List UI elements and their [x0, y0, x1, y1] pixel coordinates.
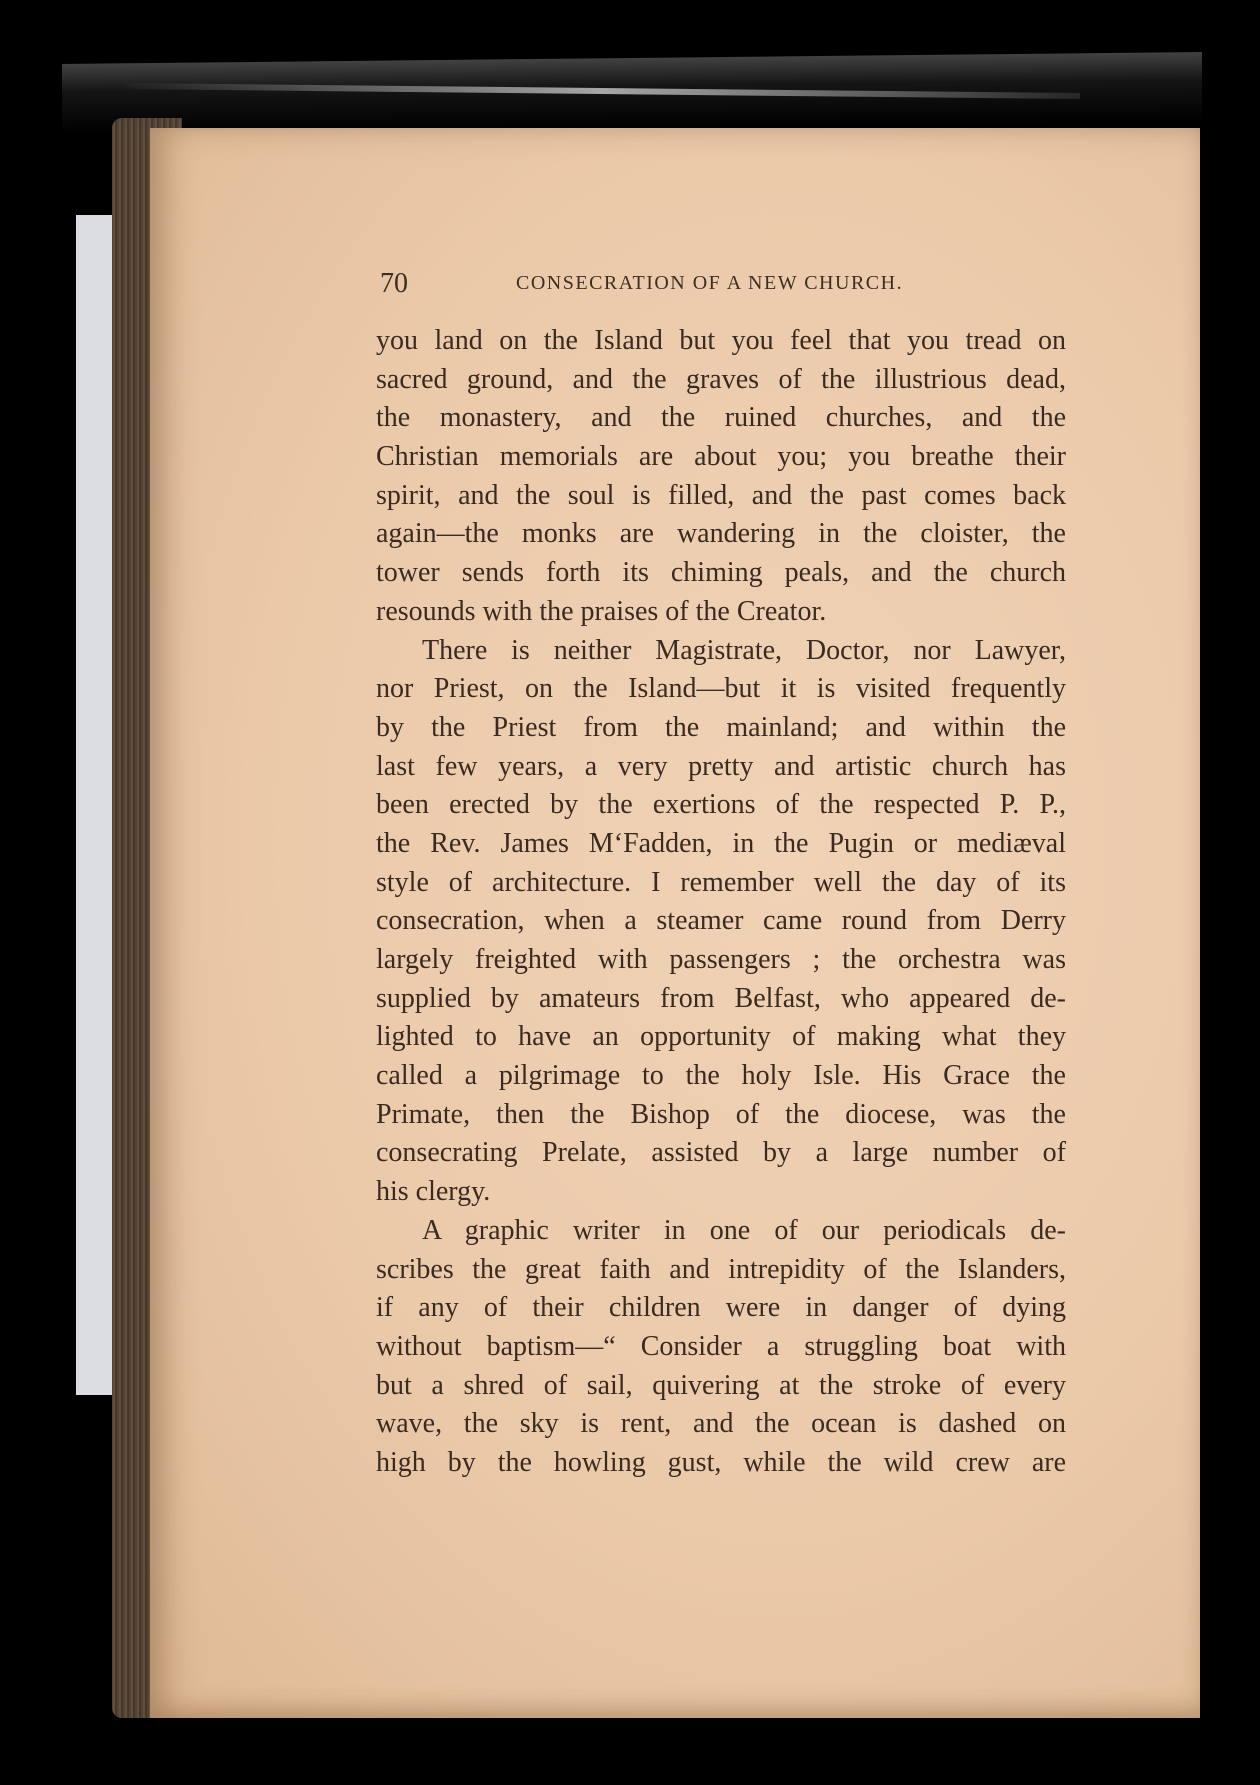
text-line: but a shred of sail, quivering at the stroke of every	[376, 1369, 1066, 1401]
text-line: supplied by amateurs from Belfast, who appeared de-	[376, 982, 1066, 1014]
text-line: consecrating Prelate, assisted by a large number of	[376, 1137, 1066, 1169]
text-line: if any of their children were in danger of dying	[376, 1292, 1066, 1324]
text-line: his clergy.	[376, 1176, 491, 1208]
text-line: the Rev. James M‘Fadden, in the Pugin or mediæval	[376, 827, 1066, 859]
text-line: high by the howling gust, while the wild crew are	[376, 1446, 1066, 1478]
running-head: CONSECRATION OF A NEW CHURCH.	[516, 272, 904, 294]
text-line: you land on the Island but you feel that you tread on	[376, 325, 1066, 356]
text-line: nor Priest, on the Island—but it is visited frequently	[376, 673, 1066, 705]
text-line: tower sends forth its chiming peals, and the church	[376, 557, 1066, 589]
text-line: largely freighted with passengers ; the orchestra was	[376, 944, 1066, 975]
text-line: lighted to have an opportunity of making what they	[376, 1021, 1066, 1053]
text-line: by the Priest from the mainland; and within the	[376, 711, 1066, 743]
page-number: 70	[380, 268, 408, 299]
text-line: called a pilgrimage to the holy Isle. His Grace the	[376, 1060, 1066, 1092]
text-line: consecration, when a steamer came round from Derry	[376, 905, 1066, 937]
text-line: without baptism—“ Consider a struggling boat with	[376, 1330, 1066, 1362]
text-line: scribes the great faith and intrepidity of the Islanders,	[376, 1253, 1066, 1285]
text-line: spirit, and the soul is filled, and the past comes back	[376, 479, 1066, 511]
text-line: last few years, a very pretty and artistic church has	[376, 750, 1066, 782]
text-line: There is neither Magistrate, Doctor, nor Lawyer,	[422, 634, 1066, 666]
paragraph-3	[376, 1212, 1066, 1483]
text-line: the monastery, and the ruined churches, and the	[376, 402, 1066, 434]
text-line: Christian memorials are about you; you breathe their	[376, 441, 1066, 473]
text-line: again—the monks are wandering in the cloister, the	[376, 518, 1066, 550]
paragraph-2	[376, 632, 1066, 1212]
text-line: style of architecture. I remember well the day of its	[376, 866, 1066, 898]
body-text	[376, 322, 1066, 1483]
text-line: resounds with the praises of the Creator.	[376, 595, 827, 627]
text-line: A graphic writer in one of our periodicals de-	[422, 1214, 1066, 1246]
text-line: been erected by the exertions of the respected P. P.,	[376, 789, 1066, 821]
text-line: sacred ground, and the graves of the illustrious dead,	[376, 363, 1066, 395]
text-line: Primate, then the Bishop of the diocese, was the	[376, 1098, 1066, 1130]
text-line: wave, the sky is rent, and the ocean is dashed on	[376, 1408, 1066, 1440]
page-header	[380, 268, 1070, 308]
paragraph-1	[376, 322, 1066, 632]
